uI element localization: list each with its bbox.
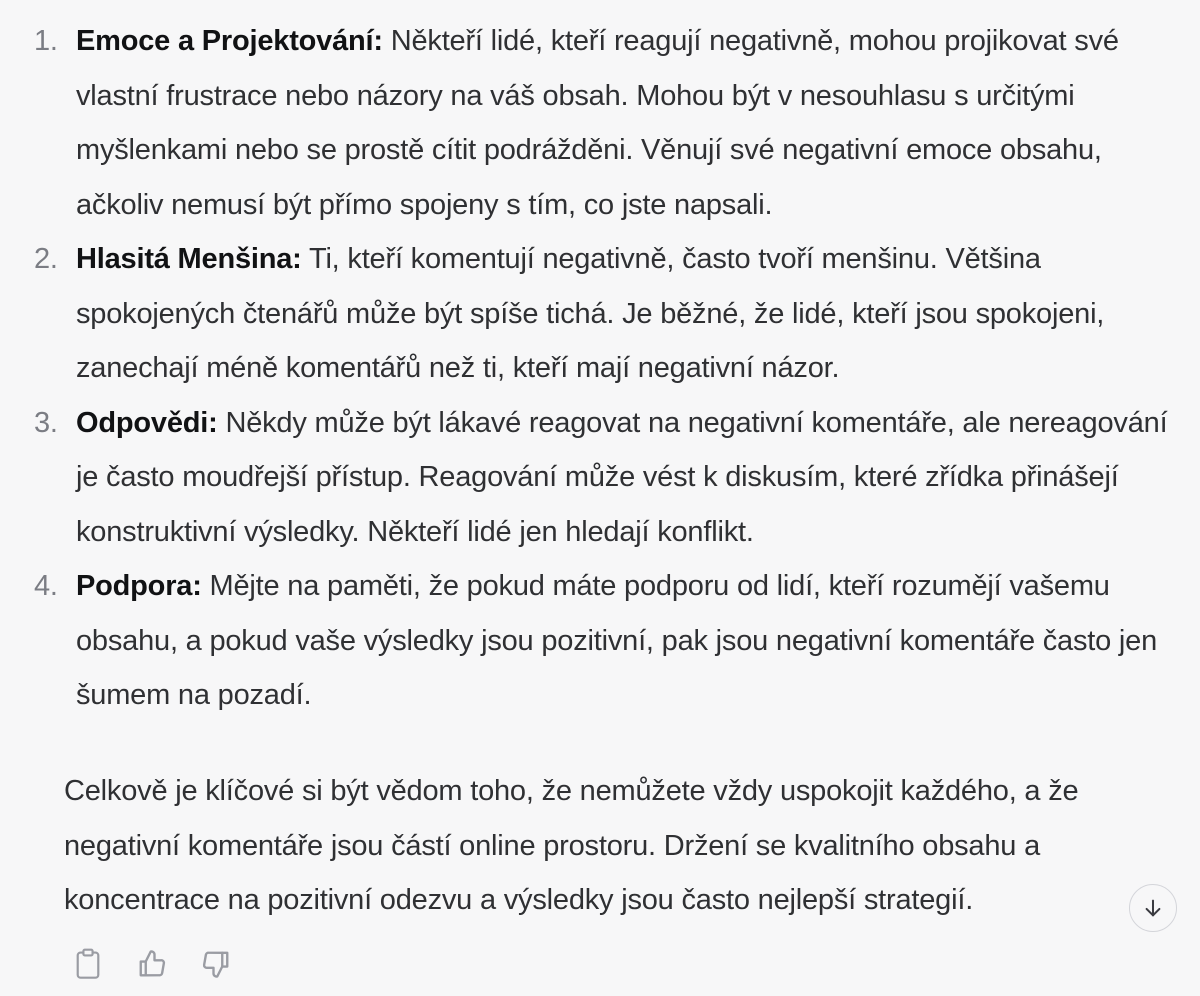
list-term: Emoce a Projektování:	[76, 25, 383, 57]
list-term: Odpovědi:	[76, 406, 218, 439]
list-text: Někdy může být lákavé reagovat na negativní komentáře, ale nereagování je často moudřejší přístup. Reagování může vést k diskusím, které zřídka přinášejí konstruktivní výsledky. Někteří lidé jen hledají konflikt.	[76, 406, 1168, 548]
list-number: 4.	[34, 570, 58, 602]
thumbs-down-icon	[201, 949, 231, 979]
list-item	[0, 14, 1200, 232]
numbered-list	[0, 14, 1200, 723]
message-content	[0, 14, 1200, 723]
list-number: 2.	[34, 243, 58, 275]
scroll-to-bottom-button[interactable]	[1129, 884, 1177, 932]
thumbs-up-button[interactable]	[134, 946, 170, 982]
thumbs-up-icon	[137, 949, 167, 979]
list-number: 1.	[34, 25, 58, 57]
list-text: Někteří lidé, kteří reagují negativně, mohou projikovat své vlastní frustrace nebo názory na váš obsah. Mohou být v nesouhlasu s určitými myšlenkami nebo se prostě cítit podrážděni. Věnují své negativní emoce obsahu, ačkoliv nemusí být přímo spojeny s tím, co jste napsali.	[76, 25, 1119, 221]
list-text: Mějte na paměti, že pokud máte podporu od lidí, kteří rozumějí vašemu obsahu, a pokud vaše výsledky jsou pozitivní, pak jsou negativní komentáře často jen šumem na pozadí.	[76, 570, 1158, 711]
copy-button[interactable]	[70, 946, 106, 982]
list-item	[0, 396, 1200, 560]
list-text: Ti, kteří komentují negativně, často tvoří menšinu. Většina spokojených čtenářů může být spíše tichá. Je běžné, že lidé, kteří jsou spokojeni, zanechají méně komentářů než ti, kteří mají negativní názor.	[76, 243, 1105, 384]
list-term: Hlasitá Menšina:	[76, 243, 302, 275]
list-item	[0, 232, 1200, 396]
list-term: Podpora:	[76, 570, 202, 602]
arrow-down-icon	[1142, 897, 1164, 919]
list-item	[0, 559, 1200, 723]
clipboard-icon	[74, 948, 102, 980]
summary-paragraph: Celkově je klíčové si být vědom toho, že nemůžete vždy uspokojit každého, a že negativní komentáře jsou částí online prostoru. Držení se kvalitního obsahu a koncentrace na pozitivní odezvu a výsledky jsou často nejlepší strategií.	[64, 775, 1079, 916]
thumbs-down-button[interactable]	[198, 946, 234, 982]
list-number: 3.	[34, 406, 58, 439]
message-actions	[70, 946, 234, 982]
